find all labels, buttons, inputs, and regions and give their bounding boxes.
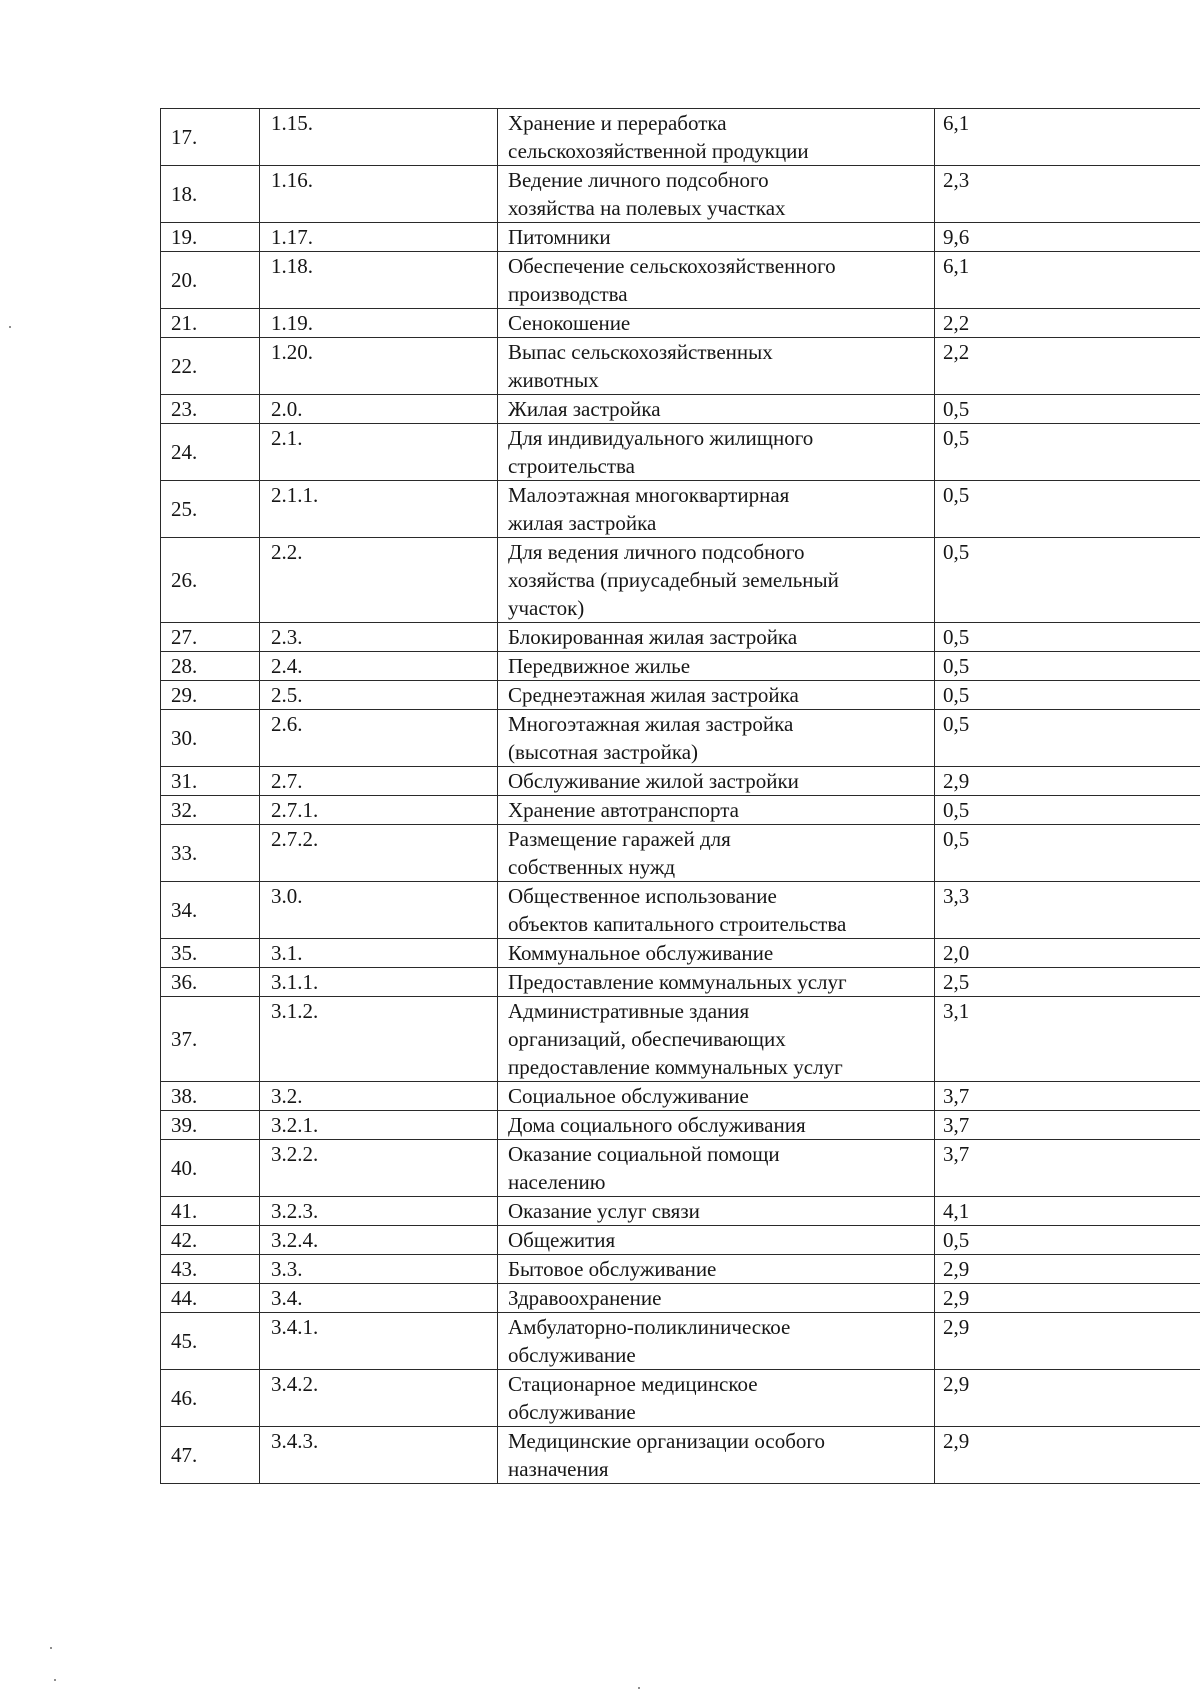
- classification-code-cell: 2.6.: [260, 710, 498, 767]
- coefficient-cell: 4,1: [935, 1197, 1200, 1226]
- land-use-type-cell: Хранение автотранспорта: [498, 796, 935, 825]
- coefficient-cell: 3,1: [935, 997, 1200, 1082]
- land-use-type-cell: Бытовое обслуживание: [498, 1255, 935, 1284]
- coefficient-cell: 2,9: [935, 1313, 1200, 1370]
- land-use-type-cell: Здравоохранение: [498, 1284, 935, 1313]
- table-row: [161, 623, 1200, 652]
- table-row: [161, 424, 1200, 481]
- scan-speck: [50, 1647, 52, 1649]
- table-row: [161, 309, 1200, 338]
- land-use-type-cell: Стационарное медицинское обслуживание: [498, 1370, 935, 1427]
- land-use-type-cell: Оказание услуг связи: [498, 1197, 935, 1226]
- scan-speck: [9, 326, 11, 328]
- table-row: [161, 338, 1200, 395]
- coefficient-cell: 3,7: [935, 1140, 1200, 1197]
- coefficient-cell: 0,5: [935, 796, 1200, 825]
- land-use-type-cell: Медицинские организации особого назначения: [498, 1427, 935, 1484]
- coefficient-cell: 0,5: [935, 1226, 1200, 1255]
- coefficient-cell: 2,9: [935, 1427, 1200, 1484]
- land-use-type-cell: Административные здания организаций, обеспечивающих предоставление коммунальных услуг: [498, 997, 935, 1082]
- classification-code-cell: 3.1.2.: [260, 997, 498, 1082]
- classification-code-cell: 3.2.3.: [260, 1197, 498, 1226]
- table-row: [161, 681, 1200, 710]
- row-number-cell: 35.: [161, 939, 260, 968]
- coefficient-cell: 0,5: [935, 710, 1200, 767]
- land-use-type-cell: Блокированная жилая застройка: [498, 623, 935, 652]
- coefficient-cell: 2,9: [935, 1284, 1200, 1313]
- table-row: [161, 710, 1200, 767]
- land-use-type-cell: Малоэтажная многоквартирная жилая застройка: [498, 481, 935, 538]
- classification-code-cell: 2.3.: [260, 623, 498, 652]
- coefficient-cell: 2,2: [935, 338, 1200, 395]
- row-number-cell: 32.: [161, 796, 260, 825]
- land-use-type-cell: Для индивидуального жилищного строительства: [498, 424, 935, 481]
- classification-code-cell: 1.16.: [260, 166, 498, 223]
- row-number-cell: 45.: [161, 1313, 260, 1370]
- land-use-type-cell: Хранение и переработка сельскохозяйственной продукции: [498, 109, 935, 166]
- table-row: [161, 1370, 1200, 1427]
- row-number-cell: 24.: [161, 424, 260, 481]
- classification-code-cell: 3.4.2.: [260, 1370, 498, 1427]
- coefficient-cell: 3,7: [935, 1111, 1200, 1140]
- land-use-type-cell: Коммунальное обслуживание: [498, 939, 935, 968]
- row-number-cell: 31.: [161, 767, 260, 796]
- coefficient-cell: 0,5: [935, 481, 1200, 538]
- coefficient-cell: 0,5: [935, 538, 1200, 623]
- table-row: [161, 1197, 1200, 1226]
- table-row: [161, 767, 1200, 796]
- coefficient-cell: 0,5: [935, 652, 1200, 681]
- coefficient-cell: 2,9: [935, 767, 1200, 796]
- classification-code-cell: 1.19.: [260, 309, 498, 338]
- row-number-cell: 40.: [161, 1140, 260, 1197]
- row-number-cell: 26.: [161, 538, 260, 623]
- classification-code-cell: 1.18.: [260, 252, 498, 309]
- classification-code-cell: 3.2.1.: [260, 1111, 498, 1140]
- land-use-type-cell: Размещение гаражей для собственных нужд: [498, 825, 935, 882]
- coefficient-cell: 2,5: [935, 968, 1200, 997]
- classification-code-cell: 3.4.1.: [260, 1313, 498, 1370]
- coefficient-cell: 0,5: [935, 681, 1200, 710]
- row-number-cell: 28.: [161, 652, 260, 681]
- classification-code-cell: 3.4.3.: [260, 1427, 498, 1484]
- table-body: [161, 109, 1200, 1484]
- classification-code-cell: 2.4.: [260, 652, 498, 681]
- land-use-type-cell: Обслуживание жилой застройки: [498, 767, 935, 796]
- classification-code-cell: 2.1.1.: [260, 481, 498, 538]
- table-row: [161, 1140, 1200, 1197]
- row-number-cell: 21.: [161, 309, 260, 338]
- table-row: [161, 481, 1200, 538]
- classification-code-cell: 3.2.4.: [260, 1226, 498, 1255]
- coefficient-cell: 0,5: [935, 825, 1200, 882]
- classification-code-cell: 3.1.1.: [260, 968, 498, 997]
- classification-code-cell: 2.0.: [260, 395, 498, 424]
- land-use-type-cell: Питомники: [498, 223, 935, 252]
- land-use-type-cell: Среднеэтажная жилая застройка: [498, 681, 935, 710]
- table-row: [161, 1226, 1200, 1255]
- classification-code-cell: 2.1.: [260, 424, 498, 481]
- coefficient-cell: 2,3: [935, 166, 1200, 223]
- table-row: [161, 1427, 1200, 1484]
- row-number-cell: 27.: [161, 623, 260, 652]
- classification-code-cell: 3.0.: [260, 882, 498, 939]
- row-number-cell: 44.: [161, 1284, 260, 1313]
- classification-code-cell: 1.20.: [260, 338, 498, 395]
- land-use-type-cell: Общественное использование объектов капитального строительства: [498, 882, 935, 939]
- row-number-cell: 36.: [161, 968, 260, 997]
- coefficient-cell: 0,5: [935, 424, 1200, 481]
- table-row: [161, 109, 1200, 166]
- row-number-cell: 17.: [161, 109, 260, 166]
- row-number-cell: 47.: [161, 1427, 260, 1484]
- classification-code-cell: 2.7.: [260, 767, 498, 796]
- classification-code-cell: 3.4.: [260, 1284, 498, 1313]
- table-row: [161, 997, 1200, 1082]
- row-number-cell: 22.: [161, 338, 260, 395]
- row-number-cell: 23.: [161, 395, 260, 424]
- coefficient-cell: 2,2: [935, 309, 1200, 338]
- table-row: [161, 538, 1200, 623]
- coefficient-cell: 6,1: [935, 109, 1200, 166]
- classification-code-cell: 2.7.2.: [260, 825, 498, 882]
- coefficient-cell: 6,1: [935, 252, 1200, 309]
- row-number-cell: 43.: [161, 1255, 260, 1284]
- coefficient-cell: 3,7: [935, 1082, 1200, 1111]
- table-row: [161, 882, 1200, 939]
- land-use-type-cell: Жилая застройка: [498, 395, 935, 424]
- land-use-type-cell: Многоэтажная жилая застройка (высотная застройка): [498, 710, 935, 767]
- coefficient-cell: 2,9: [935, 1255, 1200, 1284]
- table-row: [161, 166, 1200, 223]
- row-number-cell: 42.: [161, 1226, 260, 1255]
- row-number-cell: 20.: [161, 252, 260, 309]
- row-number-cell: 25.: [161, 481, 260, 538]
- scan-speck: [638, 1687, 640, 1689]
- table-row: [161, 796, 1200, 825]
- classification-code-cell: 2.2.: [260, 538, 498, 623]
- land-use-type-cell: Оказание социальной помощи населению: [498, 1140, 935, 1197]
- classification-code-cell: 3.2.: [260, 1082, 498, 1111]
- land-use-type-cell: Сенокошение: [498, 309, 935, 338]
- table-row: [161, 652, 1200, 681]
- coefficient-cell: 2,0: [935, 939, 1200, 968]
- land-use-type-cell: Общежития: [498, 1226, 935, 1255]
- classification-code-cell: 3.3.: [260, 1255, 498, 1284]
- row-number-cell: 37.: [161, 997, 260, 1082]
- coefficient-cell: 2,9: [935, 1370, 1200, 1427]
- table-row: [161, 1284, 1200, 1313]
- classification-code-cell: 2.7.1.: [260, 796, 498, 825]
- row-number-cell: 19.: [161, 223, 260, 252]
- table-row: [161, 223, 1200, 252]
- row-number-cell: 38.: [161, 1082, 260, 1111]
- coefficient-cell: 0,5: [935, 623, 1200, 652]
- table-row: [161, 968, 1200, 997]
- classification-code-cell: 3.2.2.: [260, 1140, 498, 1197]
- land-use-type-cell: Для ведения личного подсобного хозяйства (приусадебный земельный участок): [498, 538, 935, 623]
- land-use-type-cell: Ведение личного подсобного хозяйства на полевых участках: [498, 166, 935, 223]
- classification-code-cell: 3.1.: [260, 939, 498, 968]
- land-use-table: [160, 108, 1200, 1484]
- row-number-cell: 29.: [161, 681, 260, 710]
- land-use-type-cell: Амбулаторно-поликлиническое обслуживание: [498, 1313, 935, 1370]
- land-use-type-cell: Социальное обслуживание: [498, 1082, 935, 1111]
- coefficient-cell: 9,6: [935, 223, 1200, 252]
- table-row: [161, 395, 1200, 424]
- land-use-type-cell: Выпас сельскохозяйственных животных: [498, 338, 935, 395]
- row-number-cell: 33.: [161, 825, 260, 882]
- scan-speck: [54, 1679, 56, 1681]
- table-row: [161, 1082, 1200, 1111]
- row-number-cell: 18.: [161, 166, 260, 223]
- coefficient-cell: 3,3: [935, 882, 1200, 939]
- classification-code-cell: 1.17.: [260, 223, 498, 252]
- table-row: [161, 825, 1200, 882]
- land-use-type-cell: Обеспечение сельскохозяйственного производства: [498, 252, 935, 309]
- table-row: [161, 1255, 1200, 1284]
- row-number-cell: 41.: [161, 1197, 260, 1226]
- land-use-type-cell: Предоставление коммунальных услуг: [498, 968, 935, 997]
- land-use-type-cell: Передвижное жилье: [498, 652, 935, 681]
- row-number-cell: 30.: [161, 710, 260, 767]
- table-row: [161, 939, 1200, 968]
- classification-code-cell: 2.5.: [260, 681, 498, 710]
- row-number-cell: 34.: [161, 882, 260, 939]
- table-row: [161, 1111, 1200, 1140]
- table-row: [161, 252, 1200, 309]
- row-number-cell: 46.: [161, 1370, 260, 1427]
- table-row: [161, 1313, 1200, 1370]
- land-use-type-cell: Дома социального обслуживания: [498, 1111, 935, 1140]
- coefficient-cell: 0,5: [935, 395, 1200, 424]
- row-number-cell: 39.: [161, 1111, 260, 1140]
- classification-code-cell: 1.15.: [260, 109, 498, 166]
